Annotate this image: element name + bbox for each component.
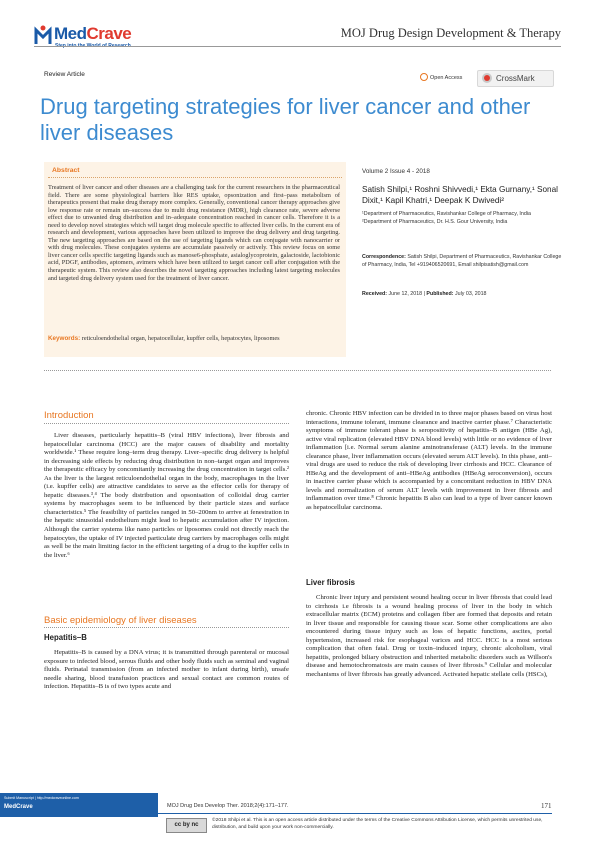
logo-tagline: Step into the World of Research [55,43,131,49]
hepatitis-b-paragraph: Hepatitis–B is caused by a DNA virus; it is transmitted through parenteral or mucosal exposure to infected blood, serous fluids and other body fluids such as seminal and vaginal fluids. Perinatal transmission (from an infected mother to infant during birth), unsafe needle sharing, blood transfusion practices and sexual contact are common routes of infection. Hepatitis–B is of two types acute and [44,649,289,691]
footer-logo: MedCrave [4,804,33,810]
correspondence [362,254,562,269]
chronic-hbv-paragraph: chronic. Chronic HBV infection can be divided in to three major phases based on virus host interactions, immune tolerant, immune clearance and inactive carrier phase.⁷ Characteristic symptoms of immune tolerant phase is seropositivity of hepatitis–B antigen (HBe Ag), active viral replication (elevated HBV DNA blood levels) with little or no evidence of liver inflammation [i.e. Normal serum alanine aminotransferase (ALT) levels. In the immune clearance phase, liver inflammation occurs (elevated serum ALT levels). In this phase, anti–viral drugs are used to reduce the risk of developing liver cirrhosis and HCC. Clearance of HBeAg and the development of anti–HBeAg antibodies (HBeAg seroconversion), occurs in inactive carrier phase which is accompanied by a concomitant reduction in HBV DNA levels and normalization of serum ALT levels with improvement in liver fibrosis and inflammation over time.⁸ Chronic hepatitis B also can lead to a type of liver cancer known as hepatocellular carcinoma. [306,410,552,512]
abstract-divider [48,177,342,178]
medcrave-logo[interactable] [34,22,154,52]
keywords-label: Keywords: [48,335,81,342]
author-list: Satish Shilpi,¹ Roshni Shivvedi,¹ Ekta Gurnany,¹ Sonal Dixit,¹ Kapil Khatri,¹ Deepak K Dwivedi² [362,185,558,205]
logo-wordmark: MedCrave [54,24,132,43]
basic-epidemiology-heading: Basic epidemiology of liver diseases [44,615,197,626]
crossmark-label: CrossMark [496,74,535,83]
abstract-heading: Abstract [52,167,80,174]
open-access-label: Open Access [430,75,463,81]
dates: Received: June 12, 2018 | Published: July 03, 2018 [362,291,487,297]
crossmark-button[interactable] [477,70,554,87]
correspondence-text: Satish Shilpi, Department of Pharmaceutics, Ravishankar College of Pharmacy, India, Tel +919406520691, Email shilpisatish@gmail.com [362,254,562,268]
open-access-icon [420,73,428,81]
intro-divider [44,423,289,424]
affiliation-1: ¹Department of Pharmaceutics, Ravishankar College of Pharmacy, India [362,211,531,217]
received-label: Received: [362,291,388,297]
abstract-text: Treatment of liver cancer and other diseases are a challenging task for the current researchers in the pharmaceutical field. There are some physiological barriers like RES uptake, opsonization and first–pass metabolism of therapeutics present that make drug therapy more complex. Generally, conventional cancer therapy approaches give low response rate or remain un–success due to multi drug resistance (MDR), high clearance rate, severe adverse effect due to unwanted drug distribution and in–adequate concentration reached in cancer cells. Therefore it is a need to develop novel strategies which will target drug molecule specific to affected liver cells. In the current era of research and development, various approaches have been utilized to improve the drug delivery and drug targeting. The new targeting approaches are based on the use of targeting ligands which can conjugate with nanocarrier or with drug molecules. These conjugates systems are accumulate passively or actively. This review focus on some liver cancer cells specific targeting ligands such as manose6-phosphate, asialoglycoprotein, galactoside, lactobionic acid, PDGF, antibodies, aptomers, avimers which have been utilized to target cancer cell after conjugation with the therapeutic system. This review also describes the novel targeting approaches including latest targeting molecules and targeted drug delivery system used for the treatment of liver cancer. [48,184,340,282]
open-access-badge[interactable] [420,73,462,81]
header-divider [34,46,561,47]
published-label: Published: [426,291,454,297]
footer-divider [158,813,552,814]
hepatitis-b-heading: Hepatitis–B [44,633,87,642]
section-divider [44,370,551,371]
intro-heading: Introduction [44,410,94,421]
intro-paragraph: Liver diseases, particularly hepatitis–B (viral HBV infections), liver fibrosis and hepatocellular carcinoma (HCC) are the major causes of disability and mortality worldwide.¹ These require long–term drug therapy. Liver–specific drug delivery is helpful in decreasing side effects by reducing drug distribution in non–target organ and improves the therapeutic efficacy by concomitantly increasing the drug concentration in target cells.² As the liver is the largest reticuloendothelial organ in the body, macrophages in the liver (i.e. kupffer cells) are attractive candidates to serve as the effector cells for therapy of hepatic diseases.³,⁴ The body distribution and opsonisation of colloidal drug carrier systems by macrophages seem to be influenced by their particle sizes and surface characteristics.⁵ The feasibility of particles ranged in 50–200nm to arrive at fenestration in the hepatic sinusoidal endothelium might lead to hepatic accumulation after IV injection. Although the carrier systems like nano particles or liposomes could not directly reach the hepatocytes, the uptake of IV injected particulate drug carriers by macrophages cells might as well be the main limiting factor in the efficient targeting of a drug to the kupffer cells in the liver.⁶ [44,432,289,559]
volume-issue: Volume 2 Issue 4 - 2018 [362,168,430,175]
affiliations [362,211,562,226]
submit-manuscript-link[interactable]: Submit Manuscript | http://medcraveonline.com [4,796,79,800]
cc-license-icon[interactable]: cc by nc [166,818,207,833]
received-date: June 12, 2018 [388,291,423,297]
license-text: ©2018 Shilpi et al. This is an open access article distributed under the terms of the Creative Commons Attribution License, which permits unrestrited use, distribution, and build upon your work non-commercially. [212,818,543,830]
liver-fibrosis-paragraph: Chronic liver injury and persistent wound healing occur in liver fibrosis that could lead to cirrhosis i.e fibrosis is a wound healing process of liver in the body in which extracellular matrix (ECM) proteins and collagen fiber are formed that deposits and retain in liver tissue and responsible for causing tissue scar. Some other complications are also encountered during tissue injury such as loss of hepatic functions, ascites, portal hypertension, increased risk for esophageal varices and HCC. HCC is a most serious complication that often fatal. Drug or toxin–induced injury, chronic alcoholism, viral hepatitis, prolonged biliary obstruction and inherited metabolic disorders such as Willson's disease and hemotochromatosis are main causes of liver fibrosis.⁹ Cellular and molecular mechanisms of liver fibrosis has greatly advanced. Activated hepatic stellate cells (HSCs), [306,594,552,678]
keywords-text: reticuloendothelial organ, hepatocellular, kupffer cells, hepatocytes, liposomes [81,335,280,342]
crossmark-icon [482,73,492,83]
basic-divider [44,627,289,628]
journal-name: MOJ Drug Design Development & Therapy [340,26,561,40]
correspondence-label: Correspondence: [362,254,406,260]
page-number: 171 [541,802,552,810]
article-type: Review Article [44,71,85,78]
logo-mark-icon [34,24,52,46]
liver-fibrosis-heading: Liver fibrosis [306,578,355,587]
keywords [48,335,340,343]
affiliation-2: ²Department of Pharmaceutics, Dr. H.S. Gour University, India [362,218,508,225]
published-date: July 03, 2018 [454,291,487,297]
article-title: Drug targeting strategies for liver cancer and other liver diseases [40,94,531,145]
citation: MOJ Drug Des Develop Ther. 2018;2(4):171‒177. [167,803,289,809]
